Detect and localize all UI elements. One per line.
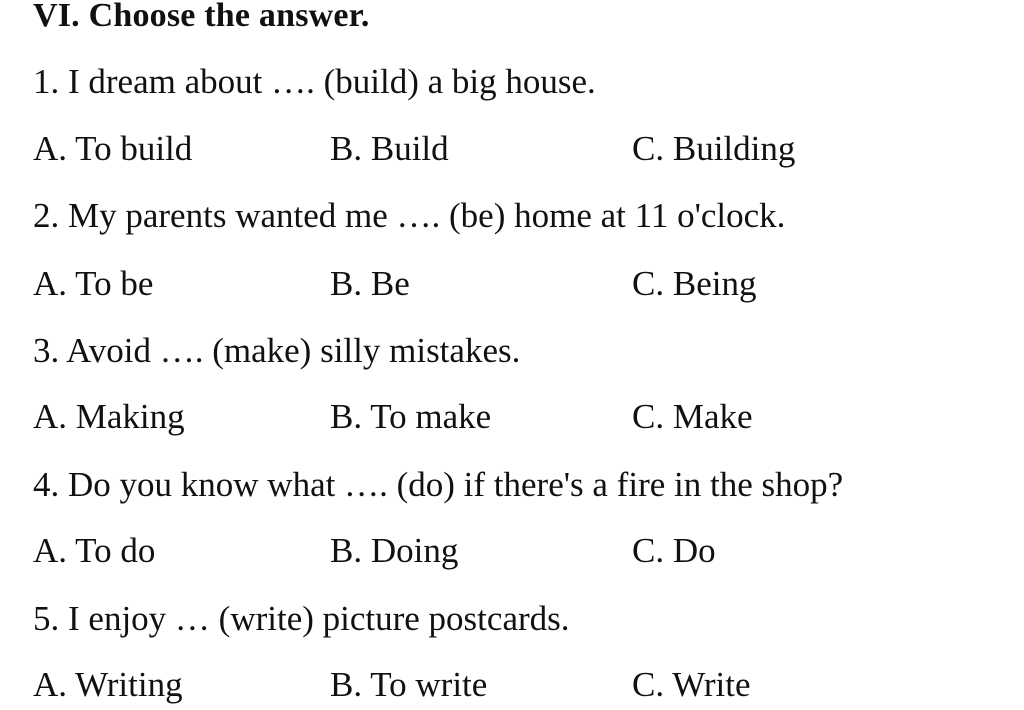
question-5-option-b[interactable]: B. To write bbox=[330, 665, 488, 704]
question-2-option-b[interactable]: B. Be bbox=[330, 264, 410, 303]
question-1: 1. I dream about …. (build) a big house. bbox=[33, 62, 596, 101]
question-5-option-a[interactable]: A. Writing bbox=[33, 665, 183, 704]
question-4: 4. Do you know what …. (do) if there's a fire in the shop? bbox=[33, 465, 844, 504]
question-2-option-c[interactable]: C. Being bbox=[632, 264, 757, 303]
question-4-option-c[interactable]: C. Do bbox=[632, 531, 716, 570]
question-4-option-b[interactable]: B. Doing bbox=[330, 531, 459, 570]
question-5-option-c[interactable]: C. Write bbox=[632, 665, 751, 704]
question-3-option-a[interactable]: A. Making bbox=[33, 397, 185, 436]
question-3-option-b[interactable]: B. To make bbox=[330, 397, 492, 436]
question-3-option-c[interactable]: C. Make bbox=[632, 397, 753, 436]
exercise-heading: VI. Choose the answer. bbox=[33, 0, 370, 34]
question-1-option-a[interactable]: A. To build bbox=[33, 129, 193, 168]
question-2-option-a[interactable]: A. To be bbox=[33, 264, 154, 303]
question-5: 5. I enjoy … (write) picture postcards. bbox=[33, 599, 570, 638]
question-1-option-c[interactable]: C. Building bbox=[632, 129, 796, 168]
question-2: 2. My parents wanted me …. (be) home at 11 o'clock. bbox=[33, 196, 786, 235]
question-1-option-b[interactable]: B. Build bbox=[330, 129, 449, 168]
question-4-option-a[interactable]: A. To do bbox=[33, 531, 156, 570]
question-3: 3. Avoid …. (make) silly mistakes. bbox=[33, 331, 521, 370]
